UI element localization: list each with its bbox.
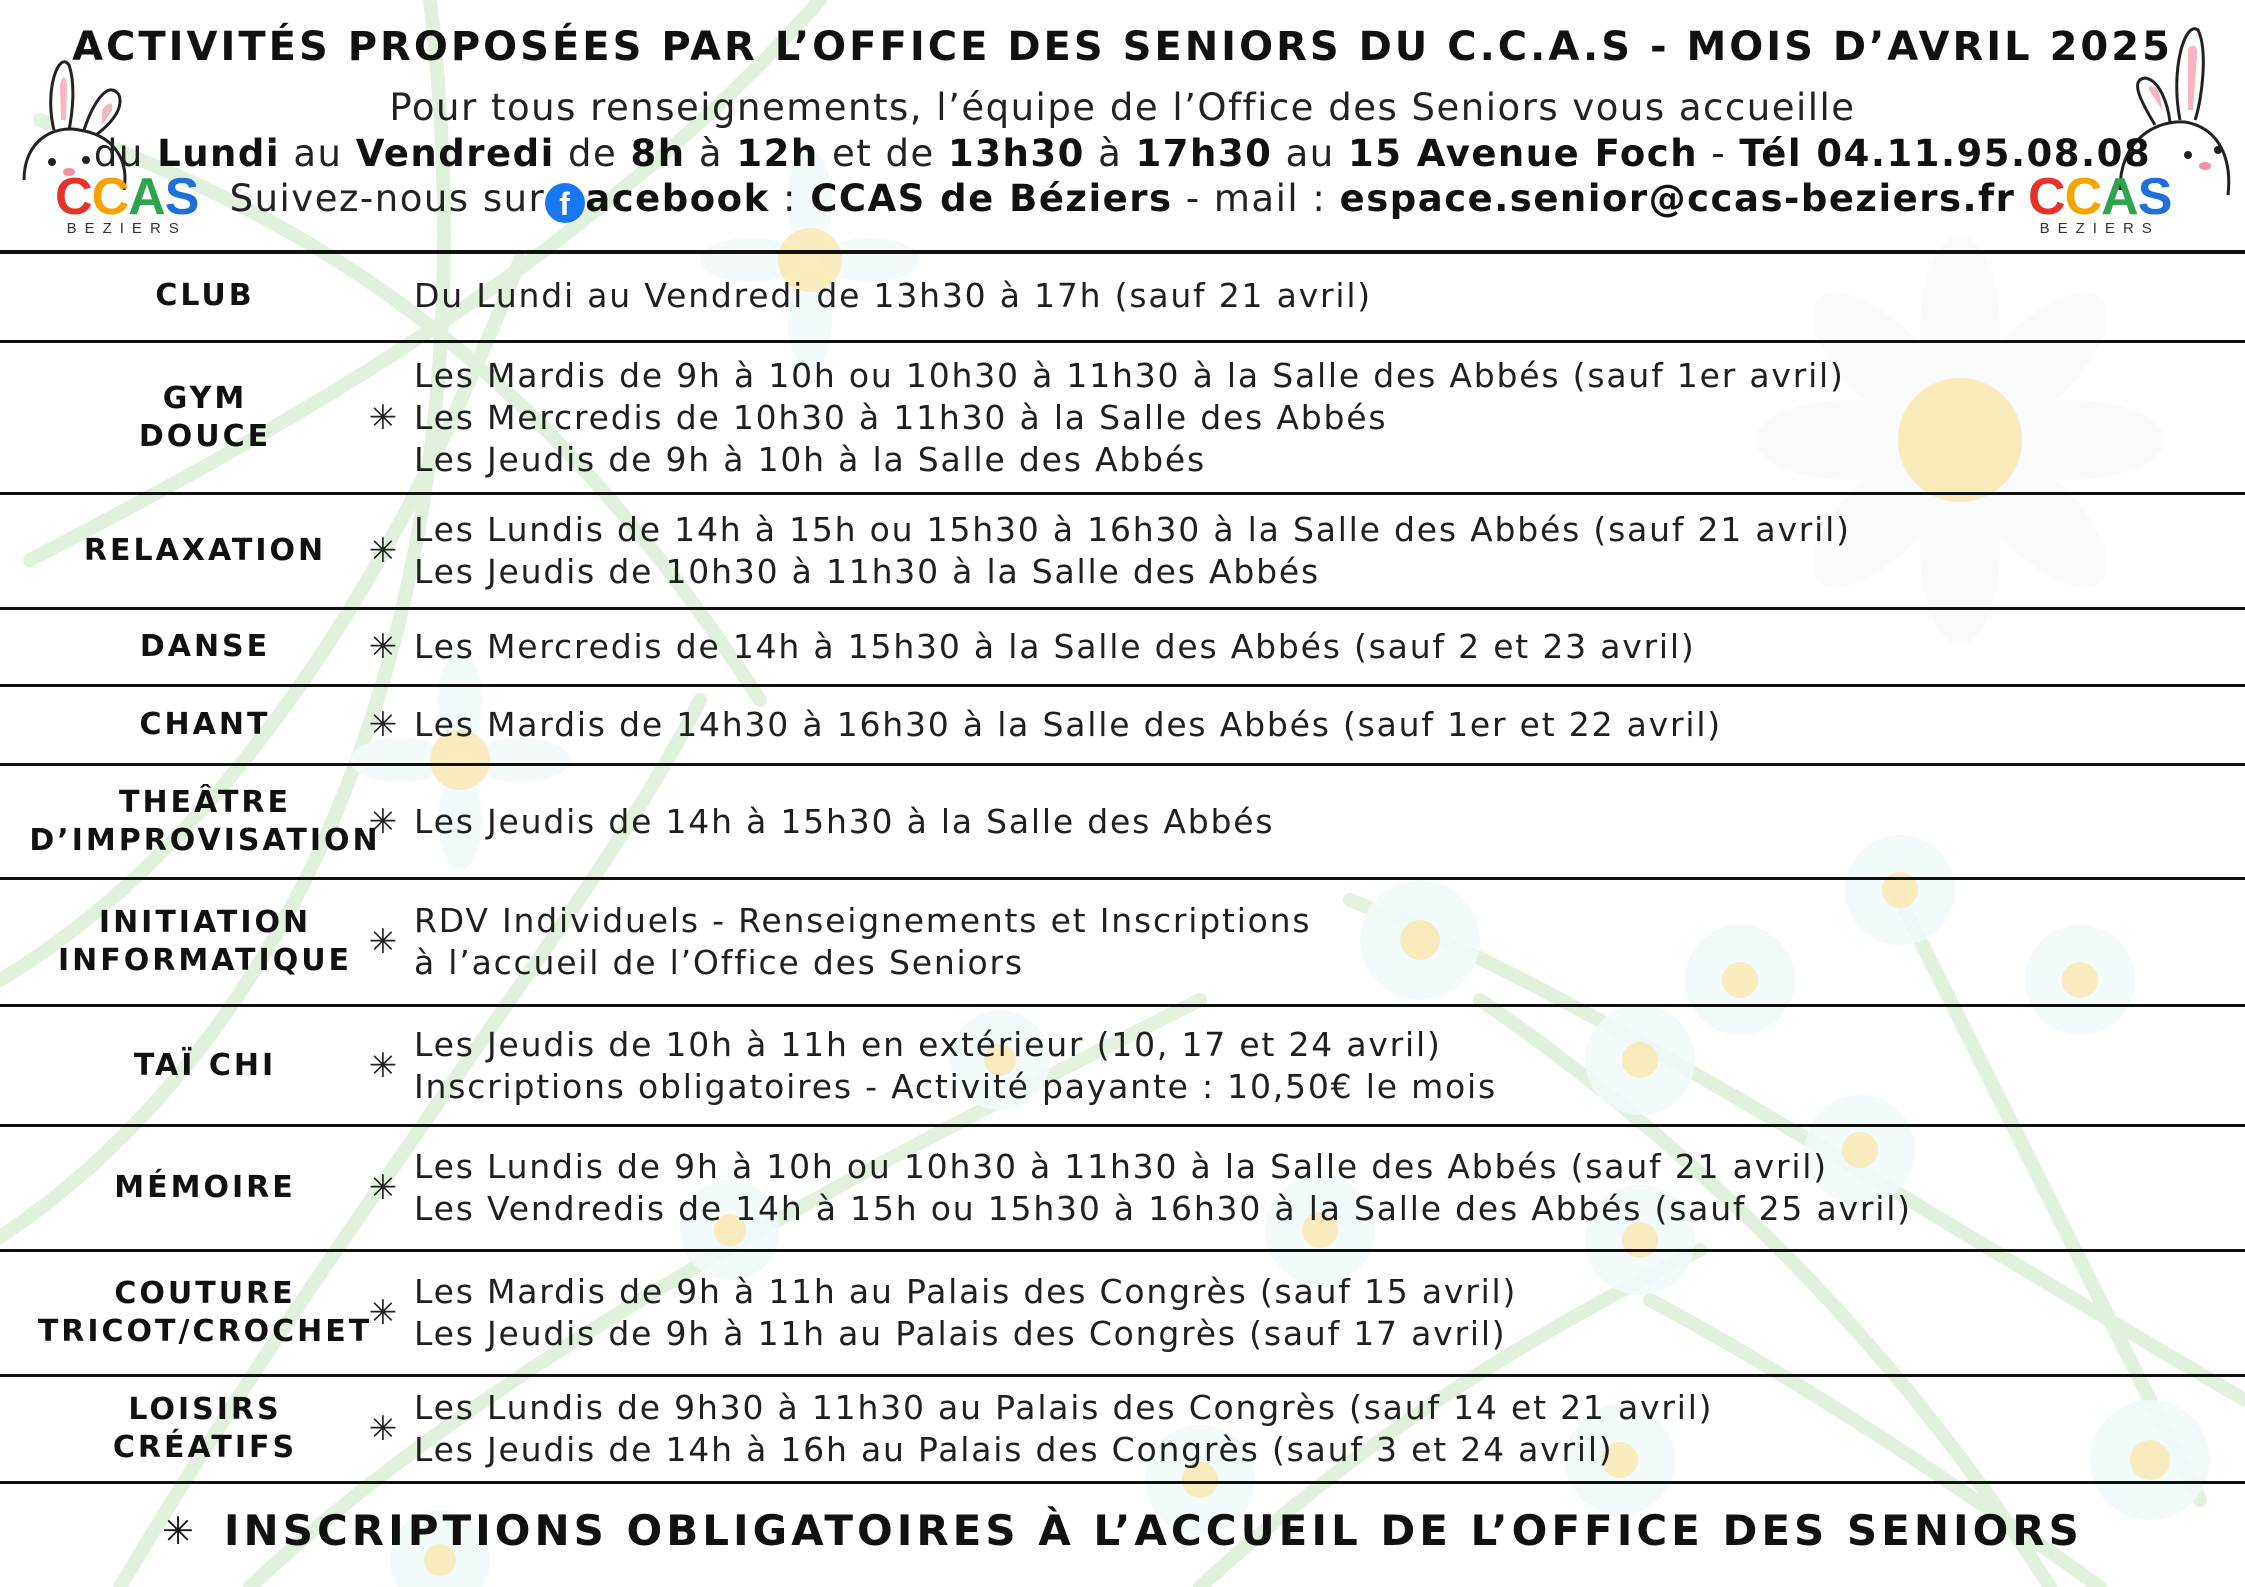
activity-schedule: Du Lundi au Vendredi de 13h30 à 17h (sauf 21 avril) bbox=[414, 276, 1372, 315]
activity-label: TAÏ CHI bbox=[133, 1047, 277, 1083]
contact-line: Suivez-nous sur f acebook : CCAS de Béziers - mail : espace.senior@ccas-beziers.fr bbox=[229, 177, 2016, 222]
ccas-logo-mark: CCAS bbox=[2028, 168, 2172, 226]
activity-row-couture bbox=[0, 1249, 2245, 1374]
activity-schedule: Les Lundis de 14h à 15h ou 15h30 à 16h30 à la Salle des Abbés (sauf 21 avril) Les Jeudis de 10h30 à 11h30 à la Salle des Abbés bbox=[414, 510, 1851, 591]
activity-row-relaxation bbox=[0, 492, 2245, 607]
activity-row-club bbox=[0, 252, 2245, 340]
email-link[interactable]: espace.senior@ccas-beziers.fr bbox=[1339, 177, 2016, 220]
asterisk-icon: ✳ bbox=[368, 1168, 398, 1208]
phone-number[interactable]: Tél 04.11.95.08.08 bbox=[1739, 132, 2152, 175]
registration-footer bbox=[0, 1481, 2245, 1577]
asterisk-icon: ✳ bbox=[368, 1293, 398, 1333]
hours-line: du Lundi au Vendredi de 8h à 12h et de 13h30 à 17h30 au 15 Avenue Foch - Tél 04.11.95.08.08 bbox=[93, 132, 2152, 175]
page-title: ACTIVITÉS PROPOSÉES PAR L’OFFICE DES SENIORS DU C.C.A.S - MOIS D’AVRIL 2025 bbox=[72, 24, 2173, 70]
activity-label: MÉMOIRE bbox=[114, 1170, 296, 1205]
activity-row-danse bbox=[0, 607, 2245, 684]
activity-schedule: Les Mardis de 14h30 à 16h30 à la Salle des Abbés (sauf 1er et 22 avril) bbox=[414, 705, 1722, 744]
activity-schedule: Les Mardis de 9h à 11h au Palais des Congrès (sauf 15 avril) Les Jeudis de 9h à 11h au Palais des Congrès (sauf 17 avril) bbox=[414, 1272, 1518, 1353]
ccas-logo-subtitle: BEZIERS bbox=[2039, 220, 2160, 237]
asterisk-icon: ✳ bbox=[368, 531, 398, 571]
activity-row-informatique bbox=[0, 877, 2245, 1004]
activity-label: GYM DOUCE bbox=[138, 380, 272, 454]
footer-text: INSCRIPTIONS OBLIGATOIRES À L’ACCUEIL DE L’OFFICE DES SENIORS bbox=[223, 1506, 2083, 1555]
activity-schedule: Les Mardis de 9h à 10h ou 10h30 à 11h30 à la Salle des Abbés (sauf 1er avril) Les Mercredis de 10h30 à 11h30 à la Salle des Abbés Les Jeudis de 9h à 10h à la Salle des Abbés bbox=[414, 355, 1845, 479]
asterisk-icon: ✳ bbox=[162, 1508, 198, 1553]
facebook-link[interactable]: acebook bbox=[585, 177, 770, 220]
facebook-icon[interactable]: f bbox=[545, 183, 585, 223]
activity-schedule: Les Lundis de 9h30 à 11h30 au Palais des Congrès (sauf 14 et 21 avril) Les Jeudis de 14h à 16h au Palais des Congrès (sauf 3 et 24 avril) bbox=[414, 1388, 1714, 1469]
asterisk-icon: ✳ bbox=[368, 397, 398, 438]
ccas-logo-subtitle: BEZIERS bbox=[66, 220, 187, 237]
activity-label: RELAXATION bbox=[83, 533, 327, 568]
activity-row-theatre bbox=[0, 763, 2245, 877]
activity-label: INITIATION INFORMATIQUE bbox=[57, 905, 353, 978]
activity-schedule: Les Jeudis de 14h à 15h30 à la Salle des Abbés bbox=[414, 801, 1275, 841]
activity-schedule: Les Lundis de 9h à 10h ou 10h30 à 11h30 à la Salle des Abbés (sauf 21 avril) Les Vendredis de 14h à 15h ou 15h30 à 16h30 à la Salle des Abbés (sauf 25 avril) bbox=[414, 1147, 1912, 1228]
info-line: Pour tous renseignements, l’équipe de l’Office des Seniors vous accueille bbox=[389, 86, 1856, 129]
activity-row-memoire bbox=[0, 1124, 2245, 1249]
activity-row-gym-douce bbox=[0, 340, 2245, 492]
activity-schedule: RDV Individuels - Renseignements et Inscriptions à l’accueil de l’Office des Seniors bbox=[414, 901, 1312, 982]
activity-row-loisirs-creatifs bbox=[0, 1374, 2245, 1481]
activity-label: LOISIRS CRÉATIFS bbox=[112, 1392, 298, 1465]
activity-label: CLUB bbox=[155, 278, 255, 313]
asterisk-icon: ✳ bbox=[368, 922, 398, 962]
facebook-page-name[interactable]: CCAS de Béziers bbox=[810, 177, 1173, 220]
activity-label: CHANT bbox=[139, 707, 271, 742]
asterisk-icon: ✳ bbox=[368, 705, 398, 745]
page-header bbox=[0, 0, 2245, 250]
asterisk-icon: ✳ bbox=[368, 627, 398, 667]
asterisk-icon: ✳ bbox=[368, 801, 398, 842]
asterisk-icon: ✳ bbox=[368, 1409, 398, 1449]
address: 15 Avenue Foch bbox=[1348, 132, 1699, 175]
activity-label: COUTURE TRICOT/CROCHET bbox=[37, 1276, 373, 1349]
activity-row-tai-chi bbox=[0, 1004, 2245, 1124]
activity-schedule: Les Jeudis de 10h à 11h en extérieur (10, 17 et 24 avril) Inscriptions obligatoires - Activité payante : 10,50€ le mois bbox=[414, 1024, 1497, 1106]
activity-row-chant bbox=[0, 684, 2245, 763]
asterisk-icon: ✳ bbox=[368, 1045, 398, 1086]
activity-label: THEÂTRE D’IMPROVISATION bbox=[29, 784, 381, 858]
activity-label: DANSE bbox=[139, 629, 271, 664]
activity-schedule: Les Mercredis de 14h à 15h30 à la Salle des Abbés (sauf 2 et 23 avril) bbox=[414, 627, 1696, 666]
ccas-logo-mark: CCAS bbox=[55, 168, 199, 226]
